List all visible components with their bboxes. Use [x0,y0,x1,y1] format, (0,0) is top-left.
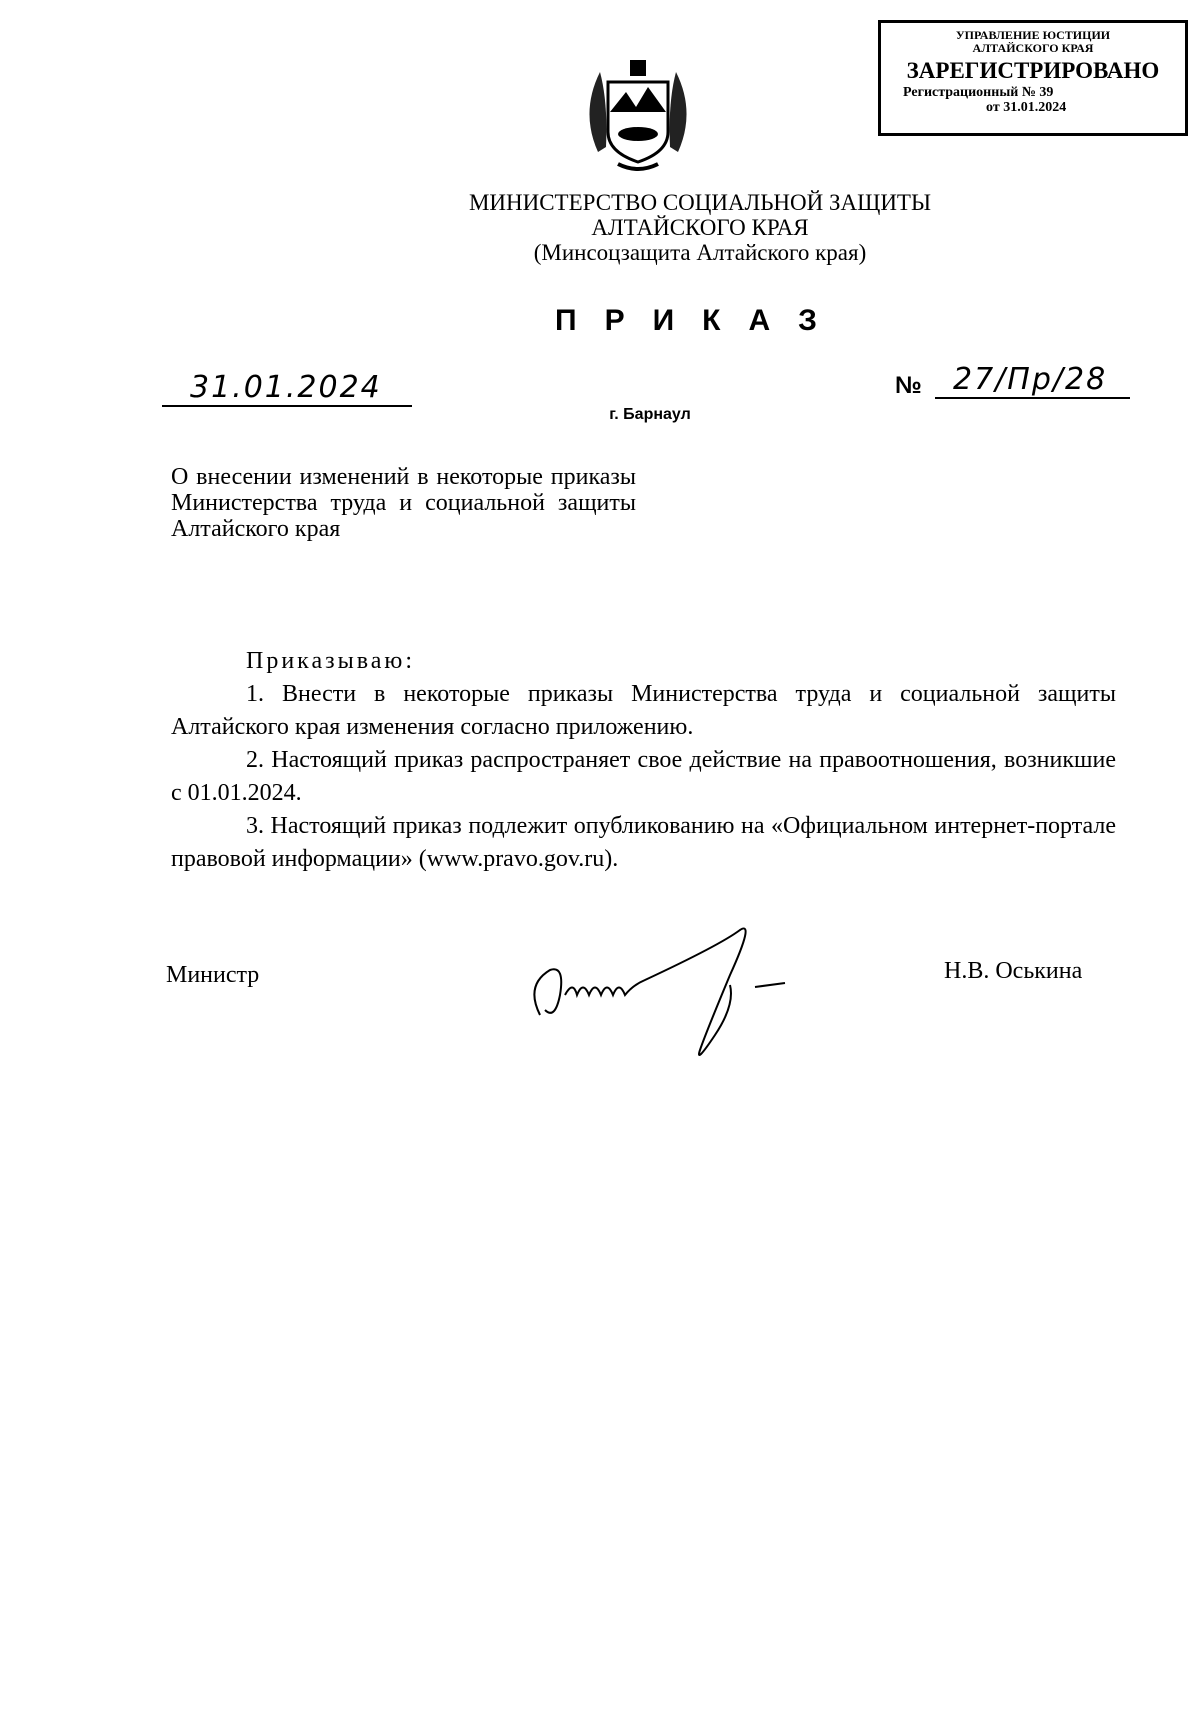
number-label: № [895,372,922,399]
document-number: 27/Пр/28 [935,362,1130,399]
stamp-reg-number: Регистрационный № 39 [903,85,1054,100]
document-type: ПРИКАЗ [555,304,845,337]
stamp-reg-date: от 31.01.2024 [986,100,1067,115]
signer-role: Министр [166,962,260,988]
stamp-status: ЗАРЕГИСТРИРОВАНО [906,58,1160,83]
ministry-short: (Минсоцзащита Алтайского края) [533,240,867,265]
document-body [171,645,1116,876]
body-item-1: 1. Внести в некоторые приказы Министерства труда и социальной защиты Алтайского края изменения согласно приложению. [171,681,1116,740]
signer-name: Н.В. Оськина [944,958,1083,984]
ministry-line1: МИНИСТЕРСТВО СОЦИАЛЬНОЙ ЗАЩИТЫ [468,190,932,215]
body-lead: Приказываю: [246,648,415,674]
registration-stamp [878,20,1188,136]
stamp-line1: УПРАВЛЕНИЕ ЮСТИЦИИ [955,28,1111,42]
stamp-line2: АЛТАЙСКОГО КРАЯ [972,41,1094,55]
coat-of-arms-emblem [578,52,698,177]
city: г. Барнаул [609,406,691,423]
document-date: 31.01.2024 [162,370,412,407]
handwritten-signature [520,915,820,1065]
document-subject: О внесении изменений в некоторые приказы Министерства труда и социальной защиты Алтайского края [171,464,636,542]
body-item-3: 3. Настоящий приказ подлежит опубликованию на «Официальном интернет-портале правовой информации» (www.pravo.gov.ru). [171,813,1116,872]
body-item-2: 2. Настоящий приказ распространяет свое действие на правоотношения, возникшие с 01.01.2024. [171,747,1116,806]
ministry-line2: АЛТАЙСКОГО КРАЯ [591,215,809,240]
ministry-header [300,190,1100,265]
